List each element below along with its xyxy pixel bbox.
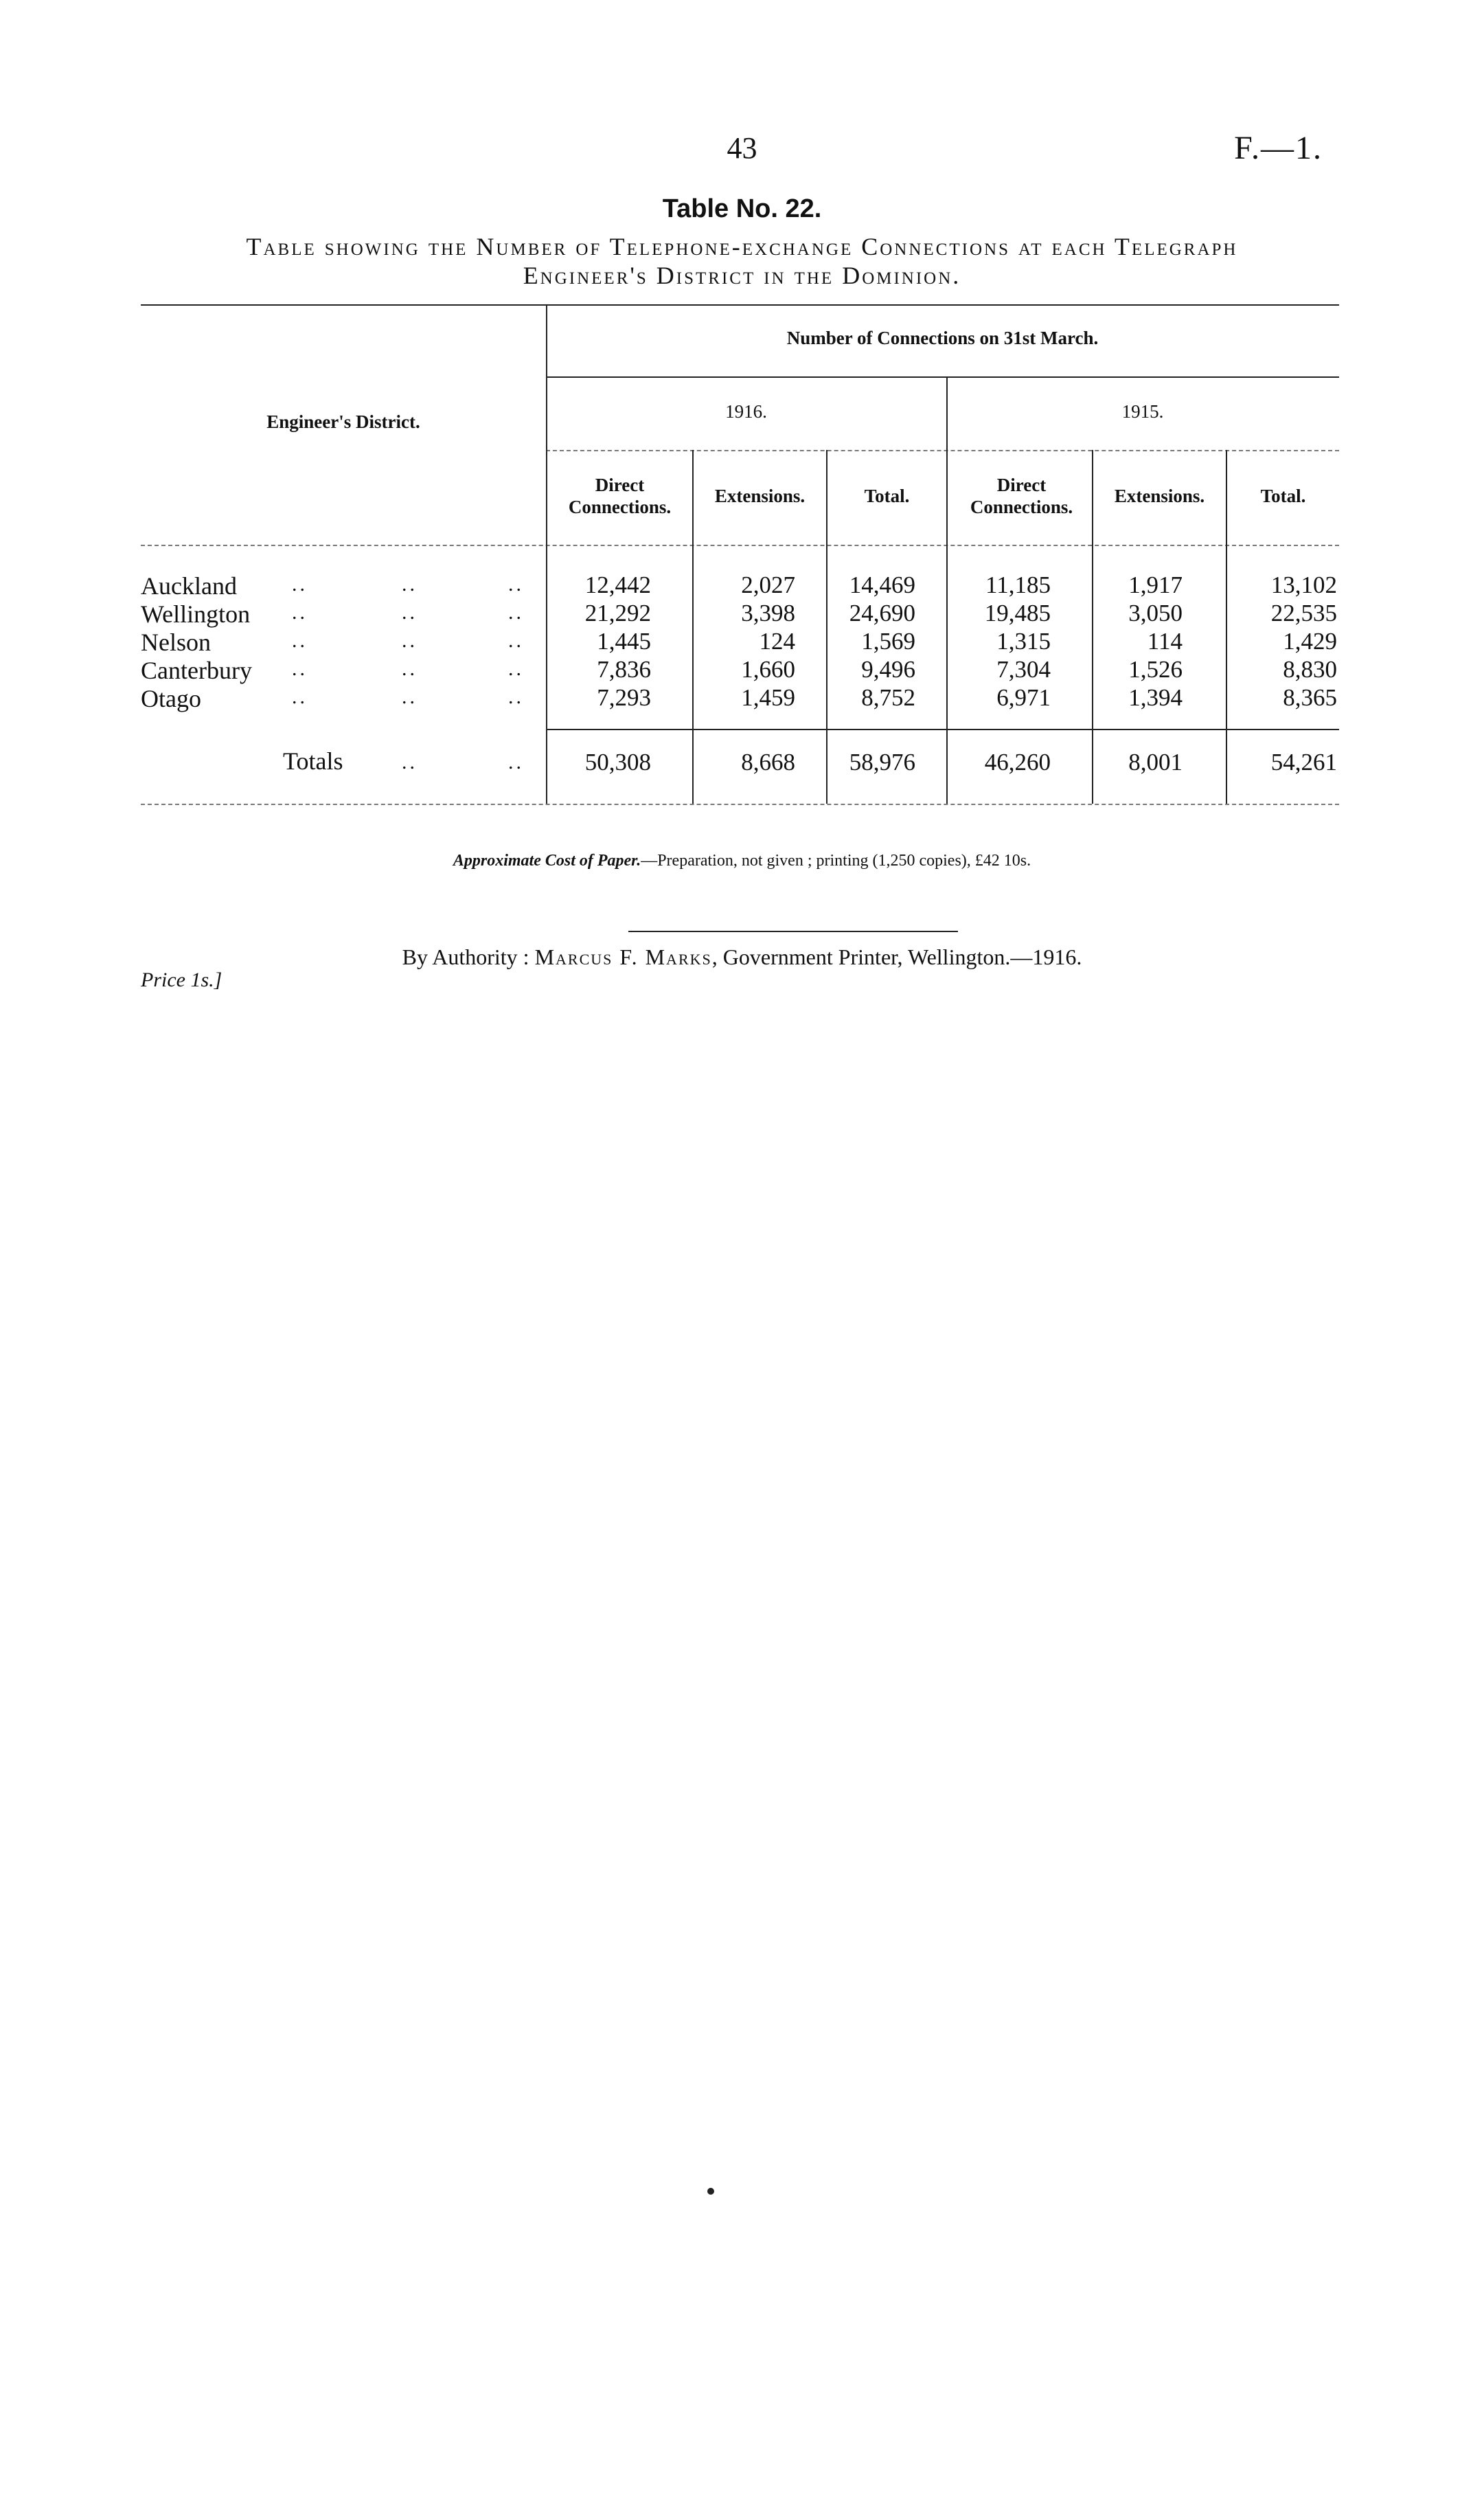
leader-dots: .. xyxy=(292,657,308,680)
table-cell: 13,102 xyxy=(1270,572,1337,598)
table-cell: 22,535 xyxy=(1270,600,1337,626)
district-column-divider xyxy=(546,304,547,804)
table-cell: 11,185 xyxy=(985,572,1051,598)
table-cell: 19,485 xyxy=(984,600,1051,626)
district-name: Otago xyxy=(141,685,201,712)
table-cell: 1,445 xyxy=(597,628,651,655)
leader-dots: .. xyxy=(402,601,418,624)
leader-dots: .. xyxy=(402,629,418,652)
table-cell: 1,394 xyxy=(1128,684,1183,711)
total-cell: 8,668 xyxy=(741,749,795,776)
table-cell: 1,569 xyxy=(861,628,915,655)
table-cell: 3,050 xyxy=(1128,600,1183,626)
district-name: Wellington xyxy=(141,600,251,628)
table-title: Table No. 22. xyxy=(662,194,822,223)
leader-dots: .. xyxy=(508,601,524,624)
district-name: Nelson xyxy=(141,629,211,656)
header-direct-connections-1916: Direct Connections. xyxy=(568,475,672,517)
leader-dots: .. xyxy=(292,601,308,624)
leader-dots: .. xyxy=(508,573,524,596)
table-cell: 9,496 xyxy=(861,656,915,683)
leader-dots: .. xyxy=(292,629,308,652)
table-cell: 7,836 xyxy=(597,656,651,683)
table-cell: 3,398 xyxy=(741,600,795,626)
total-cell: 50,308 xyxy=(584,749,651,776)
price-note: Price 1s.] xyxy=(141,969,222,991)
document-reference: F.—1. xyxy=(1234,130,1323,166)
totals-rule xyxy=(546,729,1339,730)
total-cell: 58,976 xyxy=(849,749,915,776)
cost-text: —Preparation, not given ; printing (1,250 copies), £42 10s. xyxy=(641,852,1031,870)
printer-name: Marcus F. Marks xyxy=(534,945,712,969)
year-header-rule xyxy=(546,450,1339,451)
leader-dots: .. xyxy=(402,657,418,680)
table-cell: 114 xyxy=(1147,628,1183,655)
footer-rule xyxy=(628,931,958,932)
table-cell: 1,315 xyxy=(996,628,1051,655)
table-top-rule xyxy=(141,304,1339,306)
header-number-of-connections: Number of Connections on 31st March. xyxy=(786,328,1099,348)
table-cell: 2,027 xyxy=(741,572,795,598)
authority-suffix: , Government Printer, Wellington.—1916. xyxy=(711,945,1082,969)
district-name: Auckland xyxy=(141,572,237,600)
table-cell: 8,830 xyxy=(1283,656,1337,683)
leader-dots: .. xyxy=(292,686,308,708)
table-cell: 1,917 xyxy=(1128,572,1183,598)
leader-dots: .. xyxy=(402,686,418,708)
leader-dots: .. xyxy=(508,751,524,773)
header-extensions-1916: Extensions. xyxy=(714,486,806,506)
district-name: Canterbury xyxy=(141,657,252,684)
table-cell: 1,459 xyxy=(741,684,795,711)
table-cell: 7,293 xyxy=(597,684,651,711)
total-cell: 8,001 xyxy=(1128,749,1183,776)
cost-label: Approximate Cost of Paper. xyxy=(453,852,641,870)
cost-of-paper-note xyxy=(0,852,1484,870)
table-cell: 6,971 xyxy=(996,684,1051,711)
leader-dots: .. xyxy=(402,573,418,596)
header-bottom-rule xyxy=(141,545,1339,546)
table-caption-line-1: Table showing the Number of Telephone-exchange Connections at each Telegraph xyxy=(246,233,1238,260)
header-engineers-district: Engineer's District. xyxy=(266,411,420,432)
leader-dots: .. xyxy=(508,686,524,708)
group-header-rule xyxy=(546,376,1339,378)
year-group-divider xyxy=(946,376,948,804)
total-cell: 46,260 xyxy=(984,749,1051,776)
table-caption-line-2: Engineer's District in the Dominion. xyxy=(523,262,961,289)
total-cell: 54,261 xyxy=(1270,749,1337,776)
authority-prefix: By Authority : xyxy=(402,945,535,969)
table-cell: 1,526 xyxy=(1128,656,1183,683)
table-cell: 8,365 xyxy=(1283,684,1337,711)
table-cell: 21,292 xyxy=(584,600,651,626)
table-bottom-rule xyxy=(141,804,1339,805)
table-cell: 1,660 xyxy=(741,656,795,683)
header-year-1915: 1915. xyxy=(1121,401,1164,422)
table-cell: 124 xyxy=(759,628,795,655)
header-total-1916: Total. xyxy=(864,486,910,506)
table-cell: 8,752 xyxy=(861,684,915,711)
leader-dots: .. xyxy=(402,751,418,773)
totals-label: Totals xyxy=(283,747,343,775)
ink-speck xyxy=(707,2188,714,2195)
table-cell: 1,429 xyxy=(1283,628,1337,655)
table-cell: 7,304 xyxy=(996,656,1051,683)
table-cell: 12,442 xyxy=(584,572,651,598)
header-total-1915: Total. xyxy=(1260,486,1306,506)
leader-dots: .. xyxy=(508,657,524,680)
leader-dots: .. xyxy=(508,629,524,652)
leader-dots: .. xyxy=(292,573,308,596)
authority-line xyxy=(0,945,1484,970)
header-year-1916: 1916. xyxy=(725,401,767,422)
page-number: 43 xyxy=(727,131,757,165)
table-cell: 24,690 xyxy=(849,600,915,626)
header-direct-connections-1915: Direct Connections. xyxy=(970,475,1073,517)
header-extensions-1915: Extensions. xyxy=(1114,486,1205,506)
table-cell: 14,469 xyxy=(849,572,915,598)
